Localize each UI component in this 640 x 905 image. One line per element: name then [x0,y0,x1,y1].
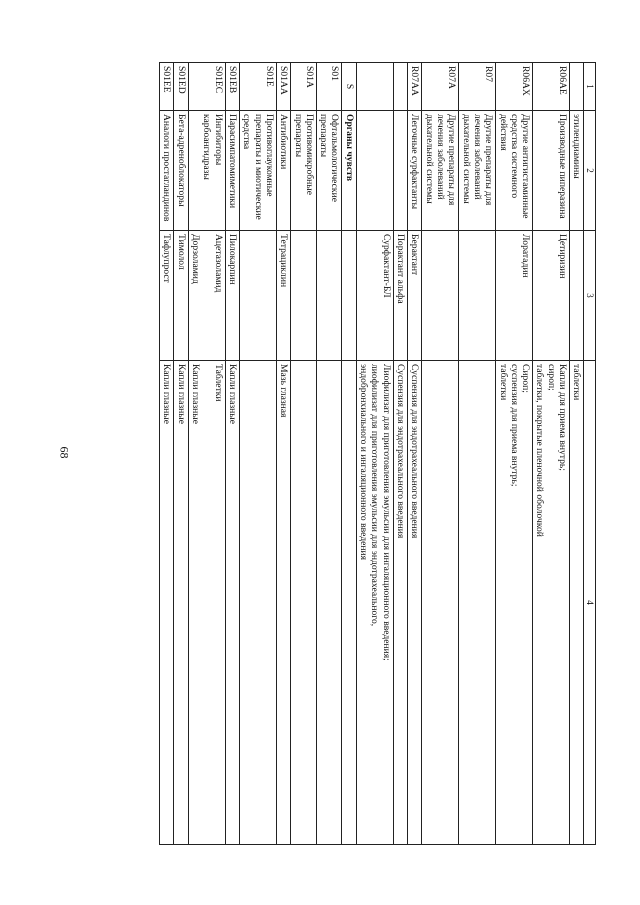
group-name-cell-line: дыхательной системы [423,114,435,204]
drug-name-cell [459,231,496,361]
group-name-cell [188,111,225,231]
atc-code-cell: S01EC [188,63,225,111]
group-name-cell [160,111,174,231]
group-name-cell-line: карбоангидразы [201,114,213,180]
group-name-cell-line: Противомикробные [303,114,315,195]
group-name-cell [356,111,393,231]
drug-name-cell-line [201,234,212,357]
header-cell: 4 [584,361,596,845]
rotated-table-area [100,62,596,844]
group-name-cell-line: Легочные сурфактанты [409,114,421,210]
group-name-cell-line: препараты [292,114,304,158]
group-name-cell-line: Другие препараты для [483,114,495,206]
drug-name-cell-line: Тафлупрост [161,234,173,283]
drug-name-cell-line: Лоратадин [520,234,532,278]
drug-name-cell-line: Ацетазоламид [212,234,224,293]
drug-name-cell [422,231,459,361]
group-name-cell [225,111,239,231]
dosage-forms-cell-line: Мазь глазная [278,364,290,418]
drug-name-cell [160,231,174,361]
dosage-forms-cell-line: Лиофилизат для приготовления эмульсии для ингаляционного введения; [380,364,392,661]
group-name-cell [408,111,422,231]
dosage-forms-cell [533,361,570,845]
dosage-forms-cell-line: сироп; [545,364,557,391]
group-name-cell [239,111,276,231]
table-row [459,63,496,845]
drug-name-cell [342,231,356,361]
dosage-forms-cell [408,361,422,845]
group-name-cell [393,111,407,231]
drug-name-cell [408,231,422,361]
group-name-cell-line: Другие антигистаминные [520,114,532,219]
dosage-forms-cell-line: Капли глазные [190,364,202,424]
drug-name-cell [496,231,533,361]
table-row [342,63,356,845]
atc-code-cell: R06AE [533,63,570,111]
dosage-forms-cell [174,361,188,845]
group-name-cell-line: Парасимпатомиметики [226,114,238,209]
dosage-forms-cell-line: Сироп; [520,364,532,393]
table-row [408,63,422,845]
dosage-forms-cell [276,361,290,845]
drug-name-cell [393,231,407,361]
drug-name-cell-line: Берактант [409,234,421,276]
table-row [570,63,584,845]
drug-name-cell [570,231,584,361]
group-name-cell-line: Другие препараты для [446,114,458,206]
group-name-cell-line: препараты и миотические [252,114,264,220]
page-number: 68 [57,446,72,459]
drug-table [159,62,596,845]
atc-code-cell: R07 [459,63,496,111]
group-name-cell [533,111,570,231]
group-name-cell-line: средства системного [508,114,520,199]
group-name-cell-line: Офтальмологические [329,114,341,202]
table-row [188,63,225,845]
atc-code-cell: S [342,63,356,111]
drug-name-cell [291,231,317,361]
dosage-forms-cell-line: Таблетки [212,364,224,402]
group-name-cell-line: дыхательной системы [460,114,472,204]
atc-code-cell: S01ED [174,63,188,111]
group-name-cell [174,111,188,231]
atc-code-cell [393,63,407,111]
drug-name-cell [276,231,290,361]
table-row [291,63,317,845]
table-row [393,63,407,845]
dosage-forms-cell [422,361,459,845]
atc-code-cell [356,63,393,111]
dosage-forms-cell [291,361,317,845]
dosage-forms-cell-line: таблетки [497,364,509,401]
group-name-cell-line: Ингибиторы [212,114,224,166]
table-row [225,63,239,845]
dosage-forms-cell-line: Капли глазные [175,364,187,424]
table-row [174,63,188,845]
atc-code-cell: S01EB [225,63,239,111]
drug-name-cell-line: Дорзоламид [190,234,202,284]
dosage-forms-cell-line: Капли для приема внутрь; [557,364,569,471]
table-row [496,63,533,845]
group-name-cell [342,111,356,231]
dosage-forms-cell-line: Капли глазные [226,364,238,424]
dosage-forms-cell-line: лиофилизат для приготовления эмульсии для эндотрахеального, [369,364,381,627]
group-name-cell-line: Противоглаукомные [263,114,275,197]
drug-name-cell-line: Цетиризин [557,234,569,279]
table-row [160,63,174,845]
group-name-cell [570,111,584,231]
group-name-cell [291,111,317,231]
group-name-cell-line: Антибиотики [278,114,290,170]
table-body [160,63,584,845]
group-name-cell [459,111,496,231]
group-name-cell-line: средства [241,114,253,150]
dosage-forms-cell [496,361,533,845]
group-name-cell-line: лечения заболеваний [434,114,446,200]
group-name-cell-line: препараты [318,114,330,158]
dosage-forms-cell [570,361,584,845]
dosage-forms-cell [459,361,496,845]
drug-name-cell-line: Тимолол [175,234,187,270]
group-name-cell [316,111,342,231]
group-name-cell [276,111,290,231]
group-name-cell-line: лечения заболеваний [471,114,483,200]
dosage-forms-cell [160,361,174,845]
dosage-forms-cell-line: Капли глазные [161,364,173,424]
atc-code-cell [570,63,584,111]
atc-code-cell: R06AX [496,63,533,111]
drug-name-cell [225,231,239,361]
dosage-forms-cell [188,361,225,845]
atc-code-cell: S01E [239,63,276,111]
dosage-forms-cell-line: Суспензия для эндотрахеального введения [395,364,407,539]
drug-name-cell-line: Сурфактант-БЛ [380,234,392,298]
group-name-cell-line: этилендиамины [571,114,583,179]
atc-code-cell: S01A [291,63,317,111]
group-name-cell [422,111,459,231]
group-name-cell-line: действия [497,114,509,151]
table-row [422,63,459,845]
dosage-forms-cell [225,361,239,845]
group-name-cell-line: Аналоги простагландинов [161,114,173,222]
drug-name-cell [316,231,342,361]
dosage-forms-cell-line: суспензия для приема внутрь; [508,364,520,487]
dosage-forms-cell-line: эндобронхиального и ингаляционного введения [358,364,370,561]
table-row [276,63,290,845]
drug-name-cell [356,231,393,361]
dosage-forms-cell-line: таблетки [571,364,583,401]
header-cell: 2 [584,111,596,231]
dosage-forms-cell [342,361,356,845]
header-cell: 3 [584,231,596,361]
dosage-forms-cell-line: таблетки, покрытые пленочной оболочкой [534,364,546,537]
table-row [533,63,570,845]
dosage-forms-cell [239,361,276,845]
drug-name-cell [174,231,188,361]
group-name-cell [496,111,533,231]
dosage-forms-cell-line: Суспензия для эндотрахеального введения [409,364,421,539]
group-name-cell-line: Производные пиперазина [557,114,569,219]
drug-name-cell [188,231,225,361]
dosage-forms-cell-line [201,364,212,841]
group-name-cell-line: Бета-адреноблокаторы [175,114,187,207]
atc-code-cell: R07AA [408,63,422,111]
table-row [356,63,393,845]
header-row [584,63,596,845]
atc-code-cell: R07A [422,63,459,111]
drug-name-cell-line: Порактант альфа [395,234,407,304]
atc-code-cell: S01 [316,63,342,111]
drug-name-cell [533,231,570,361]
dosage-forms-cell [316,361,342,845]
group-name-cell-line: Органы чувств [343,114,355,182]
table-row [239,63,276,845]
dosage-forms-cell [393,361,407,845]
dosage-forms-cell [356,361,393,845]
atc-code-cell: S01EE [160,63,174,111]
atc-code-cell: S01AA [276,63,290,111]
header-cell: 1 [584,63,596,111]
drug-name-cell [239,231,276,361]
table-row [316,63,342,845]
drug-name-cell-line: Пилокарпин [226,234,238,285]
drug-name-cell-line: Тетрациклин [278,234,290,288]
